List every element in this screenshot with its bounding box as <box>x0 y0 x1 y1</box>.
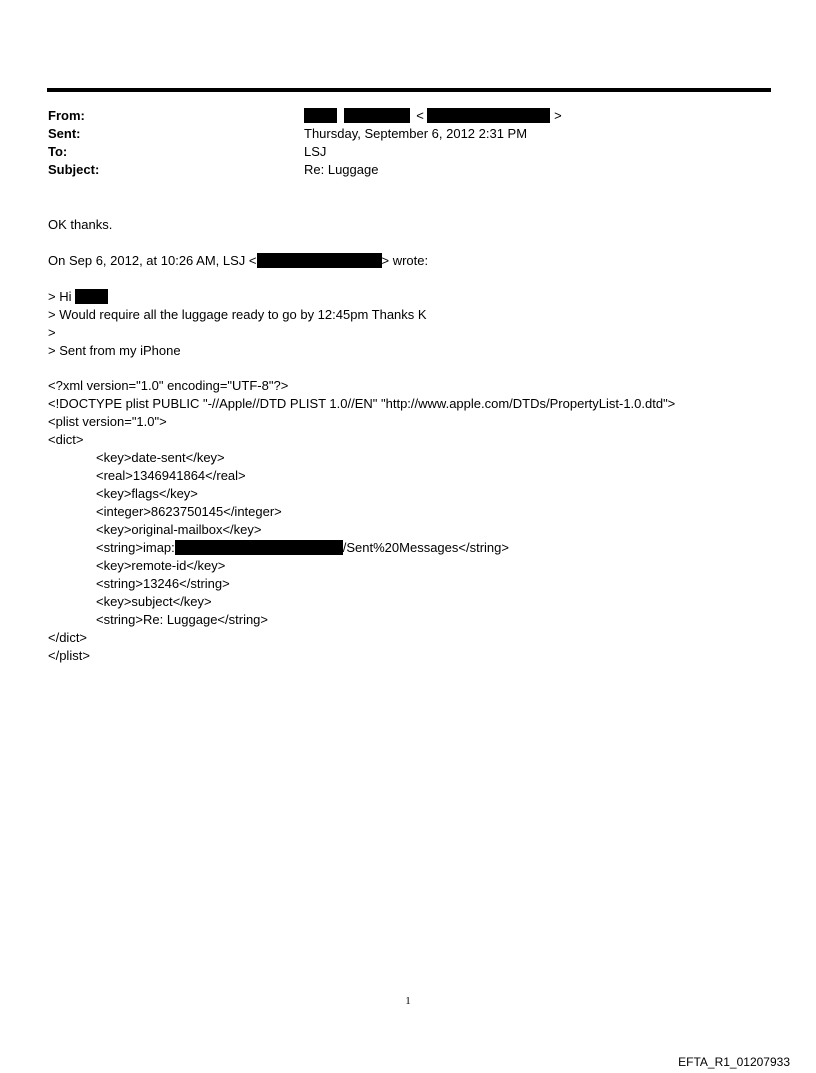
reply-text: OK thanks. <box>48 217 113 232</box>
plist-line: <key>subject</key> <box>96 594 212 609</box>
quote-hi: > Hi <box>48 289 76 304</box>
quote-line: > Sent from my iPhone <box>48 343 181 358</box>
plist-line: <integer>8623750145</integer> <box>96 504 282 519</box>
to-row <box>48 143 327 161</box>
quote-intro <box>48 252 428 270</box>
from-gt: > <box>554 108 562 123</box>
from-row <box>48 107 562 125</box>
to-label: To: <box>48 144 68 159</box>
redaction <box>75 289 108 304</box>
sent-value: Thursday, September 6, 2012 2:31 PM <box>304 126 528 141</box>
plist-line: <?xml version="1.0" encoding="UTF-8"?> <box>48 378 289 393</box>
plist-imap-pre: <string>imap: <box>96 540 175 555</box>
plist-imap-post: /Sent%20Messages</string> <box>342 540 509 555</box>
quote-line: > Would require all the luggage ready to go by 12:45pm Thanks K <box>48 307 427 322</box>
sent-row <box>48 125 528 143</box>
plist-line: <!DOCTYPE plist PUBLIC "-//Apple//DTD PLIST 1.0//EN" "http://www.apple.com/DTDs/PropertyList-1.0.dtd"> <box>48 396 676 411</box>
plist-line: <dict> <box>48 432 84 447</box>
subject-value: Re: Luggage <box>304 162 379 177</box>
plist-line: </plist> <box>48 648 90 663</box>
redaction <box>304 108 337 123</box>
plist-line: <plist version="1.0"> <box>48 414 167 429</box>
quote-line: > <box>48 325 56 340</box>
header-rule <box>47 88 771 92</box>
plist-line: </dict> <box>48 630 88 645</box>
plist-line: <key>original-mailbox</key> <box>96 522 262 537</box>
plist-line: <key>remote-id</key> <box>96 558 226 573</box>
page-number: 1 <box>405 995 411 1007</box>
redaction <box>257 253 382 268</box>
redaction <box>427 108 550 123</box>
from-value <box>304 107 562 125</box>
plist-line: <real>1346941864</real> <box>96 468 246 483</box>
plist-line <box>96 539 509 557</box>
quote-intro-pre: On Sep 6, 2012, at 10:26 AM, LSJ < <box>48 253 257 268</box>
bates-number: EFTA_R1_01207933 <box>678 1055 790 1069</box>
subject-label: Subject: <box>48 162 100 177</box>
from-lt: < <box>416 108 424 123</box>
redaction <box>175 540 343 555</box>
to-value: LSJ <box>304 144 327 159</box>
plist-line: <string>13246</string> <box>96 576 230 591</box>
plist-line: <key>flags</key> <box>96 486 198 501</box>
plist-line: <string>Re: Luggage</string> <box>96 612 269 627</box>
from-label: From: <box>48 108 85 123</box>
redaction <box>344 108 410 123</box>
subject-row <box>48 161 379 179</box>
quote-line <box>48 288 108 306</box>
sent-label: Sent: <box>48 126 81 141</box>
plist-line: <key>date-sent</key> <box>96 450 225 465</box>
quote-intro-post: > wrote: <box>381 253 429 268</box>
